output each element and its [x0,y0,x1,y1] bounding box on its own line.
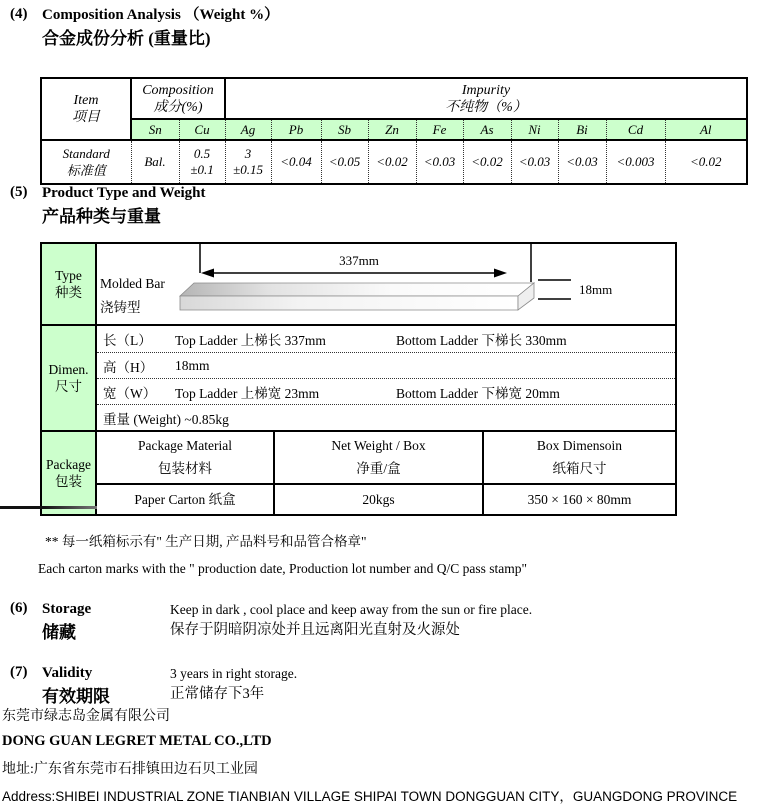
company-address-en: Address:SHIBEI INDUSTRIAL ZONE TIANBIAN VILLAGE SHIPAI TOWN DONGGUAN CITY，GUANGDONG PROVINCE [2,789,738,804]
type-content [97,244,675,324]
value-cell [511,140,558,184]
length-dimension-label: 337mm [339,253,379,268]
type-row [42,244,675,324]
package-label-en: Package [46,457,91,472]
section5-title [42,184,206,228]
molded-bar-diagram [97,244,677,323]
storage-text [170,600,532,644]
item-label-en: Item [73,93,99,108]
value-cell [271,140,321,184]
dimen-name: 重量 (Weight) ~0.85kg [103,411,229,427]
dimen-row-height [97,352,675,378]
package-material-en: Package Material [137,438,233,453]
element-header-cell: Sb [321,119,368,140]
arrowhead-left-icon [201,269,214,278]
value-cell [321,140,368,184]
section5-heading [10,184,206,228]
section5-title-zh: 产品种类与重量 [42,207,161,226]
storage-text-zh: 保存于阴暗阴凉处并且远离阳光直射及火源处 [170,622,460,638]
product-type-en: Molded Bar [100,276,165,291]
value-line: 0.5 [193,146,211,161]
section7-title [42,664,170,708]
section4-heading [10,6,279,50]
scan-artifact-line [0,506,97,509]
section4-title [42,6,279,50]
value-line: <0.02 [471,154,503,169]
element-header-cell: Ni [511,119,558,140]
value-line: <0.04 [280,154,312,169]
bar-front-face [180,296,518,310]
package-label-cell [42,432,97,514]
dimen-row-weight [97,404,675,430]
box-dimension-en: Box Dimensoin [536,438,623,453]
standard-row-label-cell [41,140,131,184]
value-line: <0.02 [376,154,408,169]
value-cell [368,140,416,184]
package-material-zh: 包装材料 [158,461,212,476]
value-line: <0.03 [566,154,598,169]
dimen-value-b: Bottom Ladder 下梯宽 20mm [396,385,560,401]
type-label-en: Type [55,268,82,283]
package-header-row [97,432,675,485]
value-line: <0.003 [616,154,655,169]
dimen-rows [97,326,675,430]
package-value-row [97,485,675,514]
package-section [42,430,675,514]
value-line: Bal. [144,154,166,169]
section6-storage [10,600,532,644]
bar-top-face [180,283,534,296]
value-cell [131,140,179,184]
storage-text-en: Keep in dark , cool place and keep away from the sun or fire place. [170,602,533,617]
value-line: <0.05 [328,154,361,169]
section4-title-zh: 合金成份分析 (重量比) [42,29,211,48]
value-line: <0.03 [518,154,551,169]
validity-title-en: Validity [42,665,93,681]
composition-header-cell [131,78,225,119]
item-label-zh: 项目 [72,110,100,125]
value-cell [463,140,511,184]
net-weight-value: 20kgs [273,485,482,514]
box-dimension-value: 350 × 160 × 80mm [482,485,675,514]
value-line2: ±0.1 [190,162,214,177]
section7-validity [10,664,297,708]
type-label-cell [42,244,97,324]
package-grid [97,432,675,514]
dimen-value-a: Top Ladder 上梯宽 23mm [175,385,320,401]
element-header-cell: Bi [558,119,606,140]
value-line: <0.03 [423,154,456,169]
carton-note-en: Each carton marks with the " production date, Production lot number and Q/C pass stamp" [38,561,528,576]
element-header-cell: Al [665,119,747,140]
item-header-cell [41,78,131,140]
dimen-value-a: Top Ladder 上梯长 337mm [175,333,326,348]
dimen-value-a: 18mm [175,357,210,373]
net-weight-header [273,432,482,483]
product-table [40,242,677,516]
value-line: 3 [244,146,252,161]
value-cell [225,140,271,184]
element-header-cell: As [463,119,511,140]
element-header-cell: Ag [225,119,271,140]
section4-title-en: Composition Analysis （Weight %） [42,7,280,23]
box-dimension-zh: 纸箱尺寸 [552,461,607,476]
value-line: <0.02 [689,154,722,169]
dimen-row-length [97,326,675,352]
element-header-cell: Fe [416,119,463,140]
box-dimension-header [482,432,675,483]
dimen-label-zh: 尺寸 [55,379,82,394]
package-label-zh: 包装 [55,474,82,489]
storage-title-zh: 储藏 [42,623,76,642]
section5-number: (5) [10,184,28,200]
impurity-header-cell [225,78,747,119]
type-label-zh: 种类 [55,285,82,300]
composition-table [40,77,748,185]
company-footer [2,705,737,804]
validity-text-zh: 正常储存下3年 [170,686,265,702]
validity-title-zh: 有效期限 [42,687,110,706]
dimensions-section [42,324,675,430]
height-dimension-label: 18mm [579,282,613,297]
dimen-name: 宽（W） [103,385,157,401]
net-weight-zh: 净重/盒 [356,461,401,476]
dimen-label-cell [42,326,97,430]
arrowhead-right-icon [494,269,507,278]
impurity-label-en: Impurity [461,82,511,98]
dimen-name: 高（H） [103,359,154,375]
section4-number: (4) [10,6,28,22]
dimen-name: 长（L） [103,333,152,348]
carton-note-zh: ** 每一纸箱标示有" 生产日期, 产品料号和品管合格章" [45,534,367,549]
section6-title [42,600,170,644]
value-cell [416,140,463,184]
dimen-row-width [97,378,675,404]
dimen-value-b: Bottom Ladder 下梯长 330mm [396,333,567,348]
section6-number: (6) [10,600,28,616]
company-name-en: DONG GUAN LEGRET METAL CO.,LTD [2,733,272,749]
carton-note [38,530,527,577]
element-header-cell: Pb [271,119,321,140]
value-line2: ±0.15 [233,162,263,177]
value-cell [665,140,747,184]
standard-label-zh: 标准值 [66,163,106,178]
composition-label-en: Composition [142,82,214,98]
element-header-cell: Sn [131,119,179,140]
value-cell [179,140,225,184]
composition-label-zh: 成分(%) [153,99,203,115]
section5-title-en: Product Type and Weight [42,185,206,201]
impurity-label-zh: 不纯物（%） [445,99,527,115]
company-address-zh: 地址:广东省东莞市石排镇田边石贝工业园 [2,762,258,777]
value-cell [558,140,606,184]
standard-label-en: Standard [62,146,110,161]
package-material-header [97,432,273,483]
validity-text [170,664,297,708]
validity-text-en: 3 years in right storage. [170,666,298,681]
product-type-zh: 浇铸型 [100,300,141,315]
package-material-value: Paper Carton 纸盒 [134,491,236,507]
value-cell [606,140,665,184]
element-header-cell: Zn [368,119,416,140]
element-header-cell: Cd [606,119,665,140]
element-header-cell: Cu [179,119,225,140]
storage-title-en: Storage [42,601,92,617]
company-name-zh: 东莞市绿志岛金属有限公司 [2,709,170,724]
section7-number: (7) [10,664,28,680]
net-weight-en: Net Weight / Box [331,438,426,453]
dimen-label-en: Dimen. [48,362,89,377]
